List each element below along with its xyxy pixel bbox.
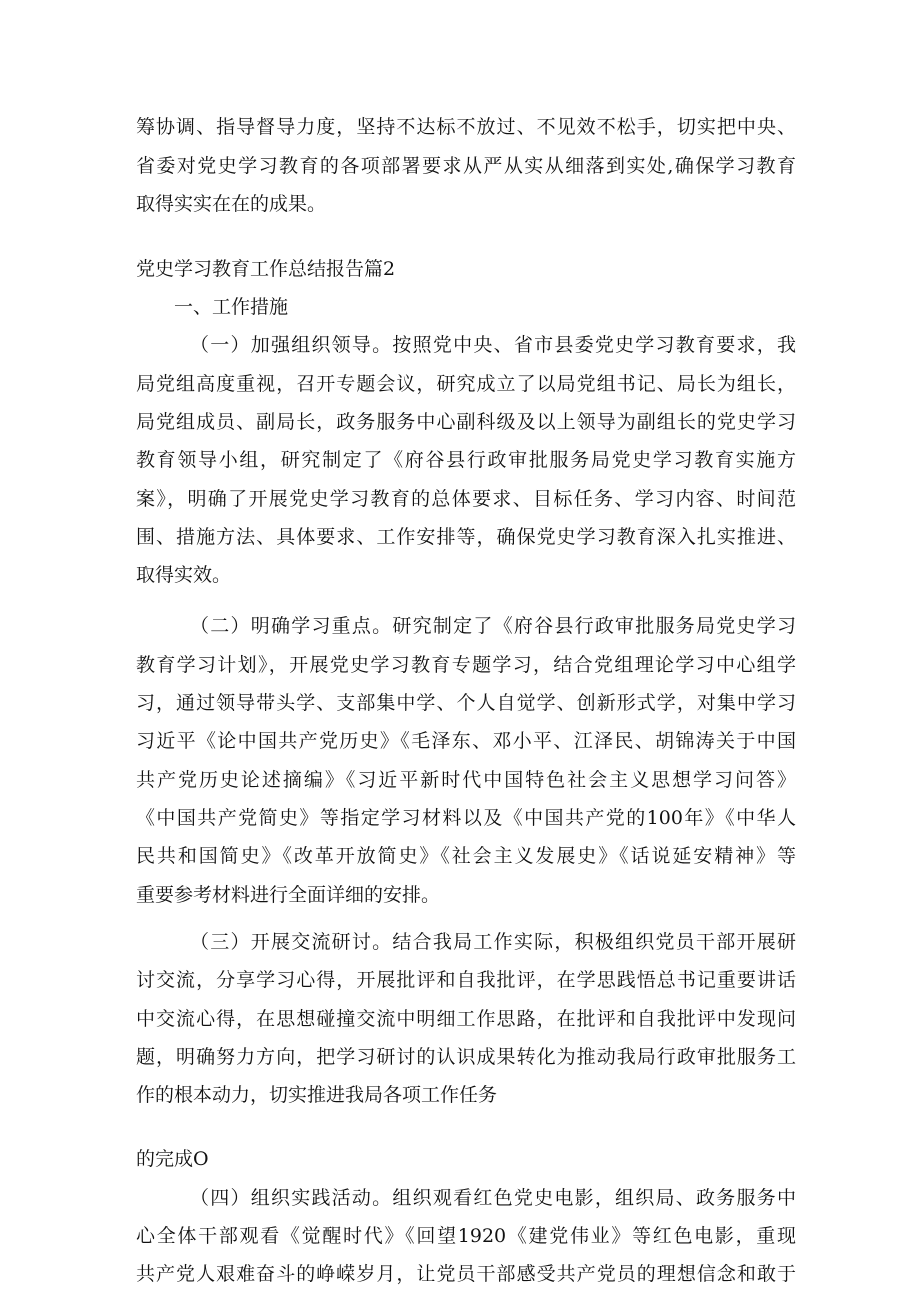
para3-line-2: 讨交流，分享学习心得，开展批评和自我批评，在学思践悟总书记重要讲话 [136, 969, 796, 991]
section-heading: 一、工作措施 [174, 296, 289, 318]
para3-line-3: 中交流心得，在思想碰撞交流中明细工作思路，在批评和自我批评中发现问 [136, 1008, 796, 1030]
para3-line-4: 题，明确努力方向，把学习研讨的认识成果转化为推动我局行政审批服务工 [136, 1046, 796, 1068]
para2-line-7: 民共和国简史》《改革开放简史》《社会主义发展史》《话说延安精神》等 [136, 845, 796, 867]
para2-line-5: 共产党历史论述摘编》《习近平新时代中国特色社会主义思想学习问答》 [136, 769, 796, 791]
para2-line-2: 教育学习计划》，开展党史学习教育专题学习，结合党组理论学习中心组学 [136, 654, 796, 676]
para3-tail: 的完成O [136, 1148, 209, 1170]
para1-line-4: 教育领导小组，研究制定了《府谷县行政审批服务局党史学习教育实施方 [136, 449, 796, 471]
para1-line-1: （一）加强组织领导。按照党中央、省市县委党史学习教育要求，我 [190, 334, 796, 356]
report-title: 党史学习教育工作总结报告篇2 [136, 258, 396, 280]
para1-line-6: 围、措施方法、具体要求、工作安排等，确保党史学习教育深入扎实推进、 [136, 526, 796, 548]
intro-line-1: 筹协调、指导督导力度，坚持不达标不放过、不见效不松手，切实把中央、 [136, 116, 796, 138]
para2-line-4: 习近平《论中国共产党历史》《毛泽东、邓小平、江泽民、胡锦涛关于中国 [136, 730, 796, 752]
intro-line-2: 省委对党史学习教育的各项部署要求从严从实从细落到实处,确保学习教育 [136, 155, 796, 177]
para1-line-2: 局党组高度重视，召开专题会议，研究成立了以局党组书记、局长为组长， [136, 373, 796, 395]
para4-line-1: （四）组织实践活动。组织观看红色党史电影，组织局、政务服务中 [190, 1187, 796, 1209]
para1-line-5: 案》，明确了开展党史学习教育的总体要求、目标任务、学习内容、时间范 [136, 488, 796, 510]
para2-line-8: 重要参考材料进行全面详细的安排。 [136, 884, 441, 906]
para1-line-3: 局党组成员、副局长，政务服务中心副科级及以上领导为副组长的党史学习 [136, 411, 796, 433]
intro-line-3: 取得实实在在的成果。 [136, 193, 327, 215]
para2-line-1: （二）明确学习重点。研究制定了《府谷县行政审批服务局党史学习 [190, 615, 796, 637]
para2-line-3: 习，通过领导带头学、支部集中学、个人自觉学、创新形式学，对集中学习 [136, 692, 796, 714]
para1-line-7: 取得实效。 [136, 564, 232, 586]
para4-line-2: 心全体干部观看《觉醒时代》《回望1920《建党伟业》等红色电影，重现 [136, 1225, 796, 1247]
para3-line-1: （三）开展交流研讨。结合我局工作实际，积极组织党员干部开展研 [190, 931, 796, 953]
para2-line-6: 《中国共产党简史》等指定学习材料以及《中国共产党的100年》《中华人 [136, 807, 796, 829]
para4-line-3: 共产党人艰难奋斗的峥嵘岁月，让党员干部感受共产党员的理想信念和敢于 [136, 1263, 796, 1285]
para3-line-5: 作的根本动力，切实推进我局各项工作任务 [136, 1084, 498, 1106]
